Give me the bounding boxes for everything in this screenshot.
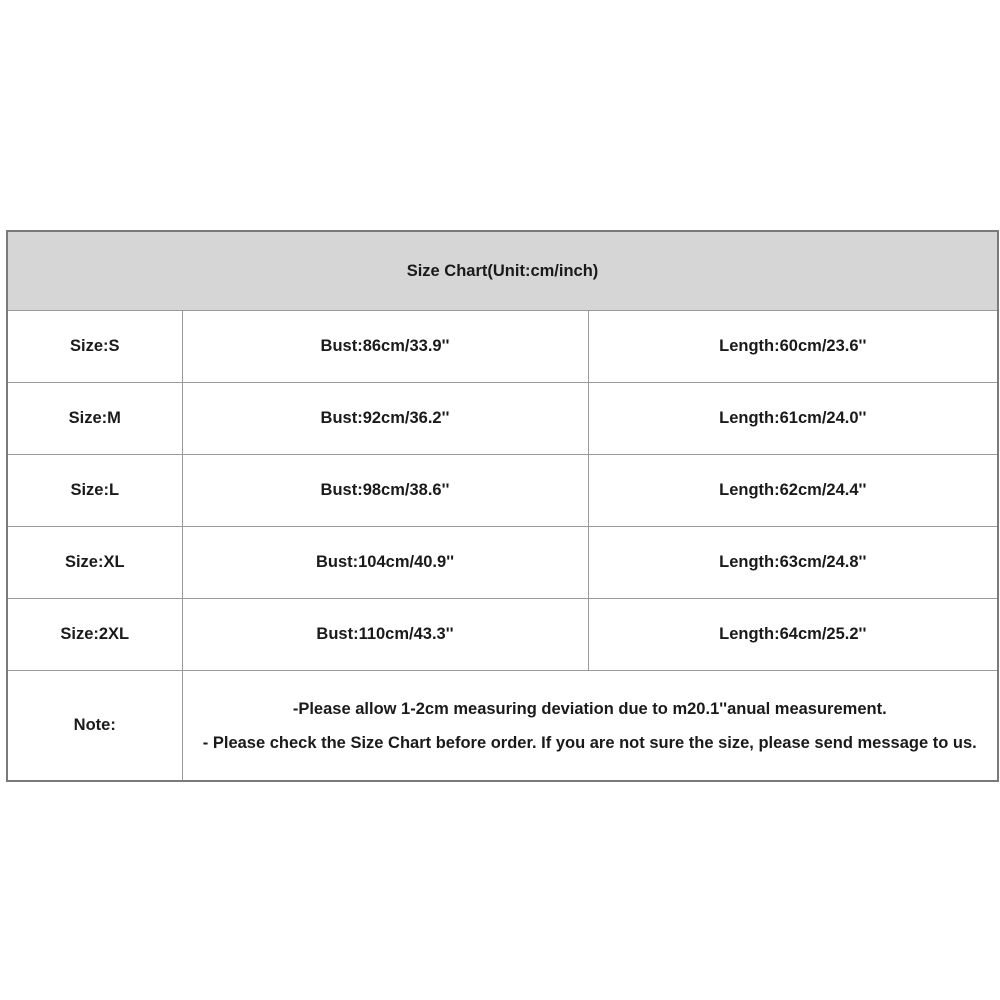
length-cell: Length:62cm/24.4'' bbox=[588, 455, 998, 527]
note-line-deviation: -Please allow 1-2cm measuring deviation due to m20.1''anual measurement. bbox=[292, 699, 887, 718]
bust-cell: Bust:86cm/33.9'' bbox=[182, 311, 588, 383]
length-cell: Length:60cm/23.6'' bbox=[588, 311, 998, 383]
bust-cell: Bust:98cm/38.6'' bbox=[182, 455, 588, 527]
size-cell: Size:XL bbox=[7, 527, 182, 599]
note-label: Note: bbox=[7, 671, 182, 782]
length-cell: Length:61cm/24.0'' bbox=[588, 383, 998, 455]
bust-cell: Bust:92cm/36.2'' bbox=[182, 383, 588, 455]
size-chart-table bbox=[6, 230, 999, 782]
table-header-row bbox=[7, 231, 998, 311]
table-row bbox=[7, 383, 998, 455]
length-cell: Length:64cm/25.2'' bbox=[588, 599, 998, 671]
table-row bbox=[7, 599, 998, 671]
note-line-check-chart: - Please check the Size Chart before order. If you are not sure the size, please send message to us. bbox=[202, 733, 977, 752]
size-cell: Size:S bbox=[7, 311, 182, 383]
bust-cell: Bust:104cm/40.9'' bbox=[182, 527, 588, 599]
size-cell: Size:2XL bbox=[7, 599, 182, 671]
size-chart-title: Size Chart(Unit:cm/inch) bbox=[7, 231, 998, 311]
size-cell: Size:M bbox=[7, 383, 182, 455]
length-cell: Length:63cm/24.8'' bbox=[588, 527, 998, 599]
bust-cell: Bust:110cm/43.3'' bbox=[182, 599, 588, 671]
table-row bbox=[7, 527, 998, 599]
table-row bbox=[7, 455, 998, 527]
note-content bbox=[182, 671, 998, 782]
size-cell: Size:L bbox=[7, 455, 182, 527]
table-row bbox=[7, 311, 998, 383]
note-row bbox=[7, 671, 998, 782]
